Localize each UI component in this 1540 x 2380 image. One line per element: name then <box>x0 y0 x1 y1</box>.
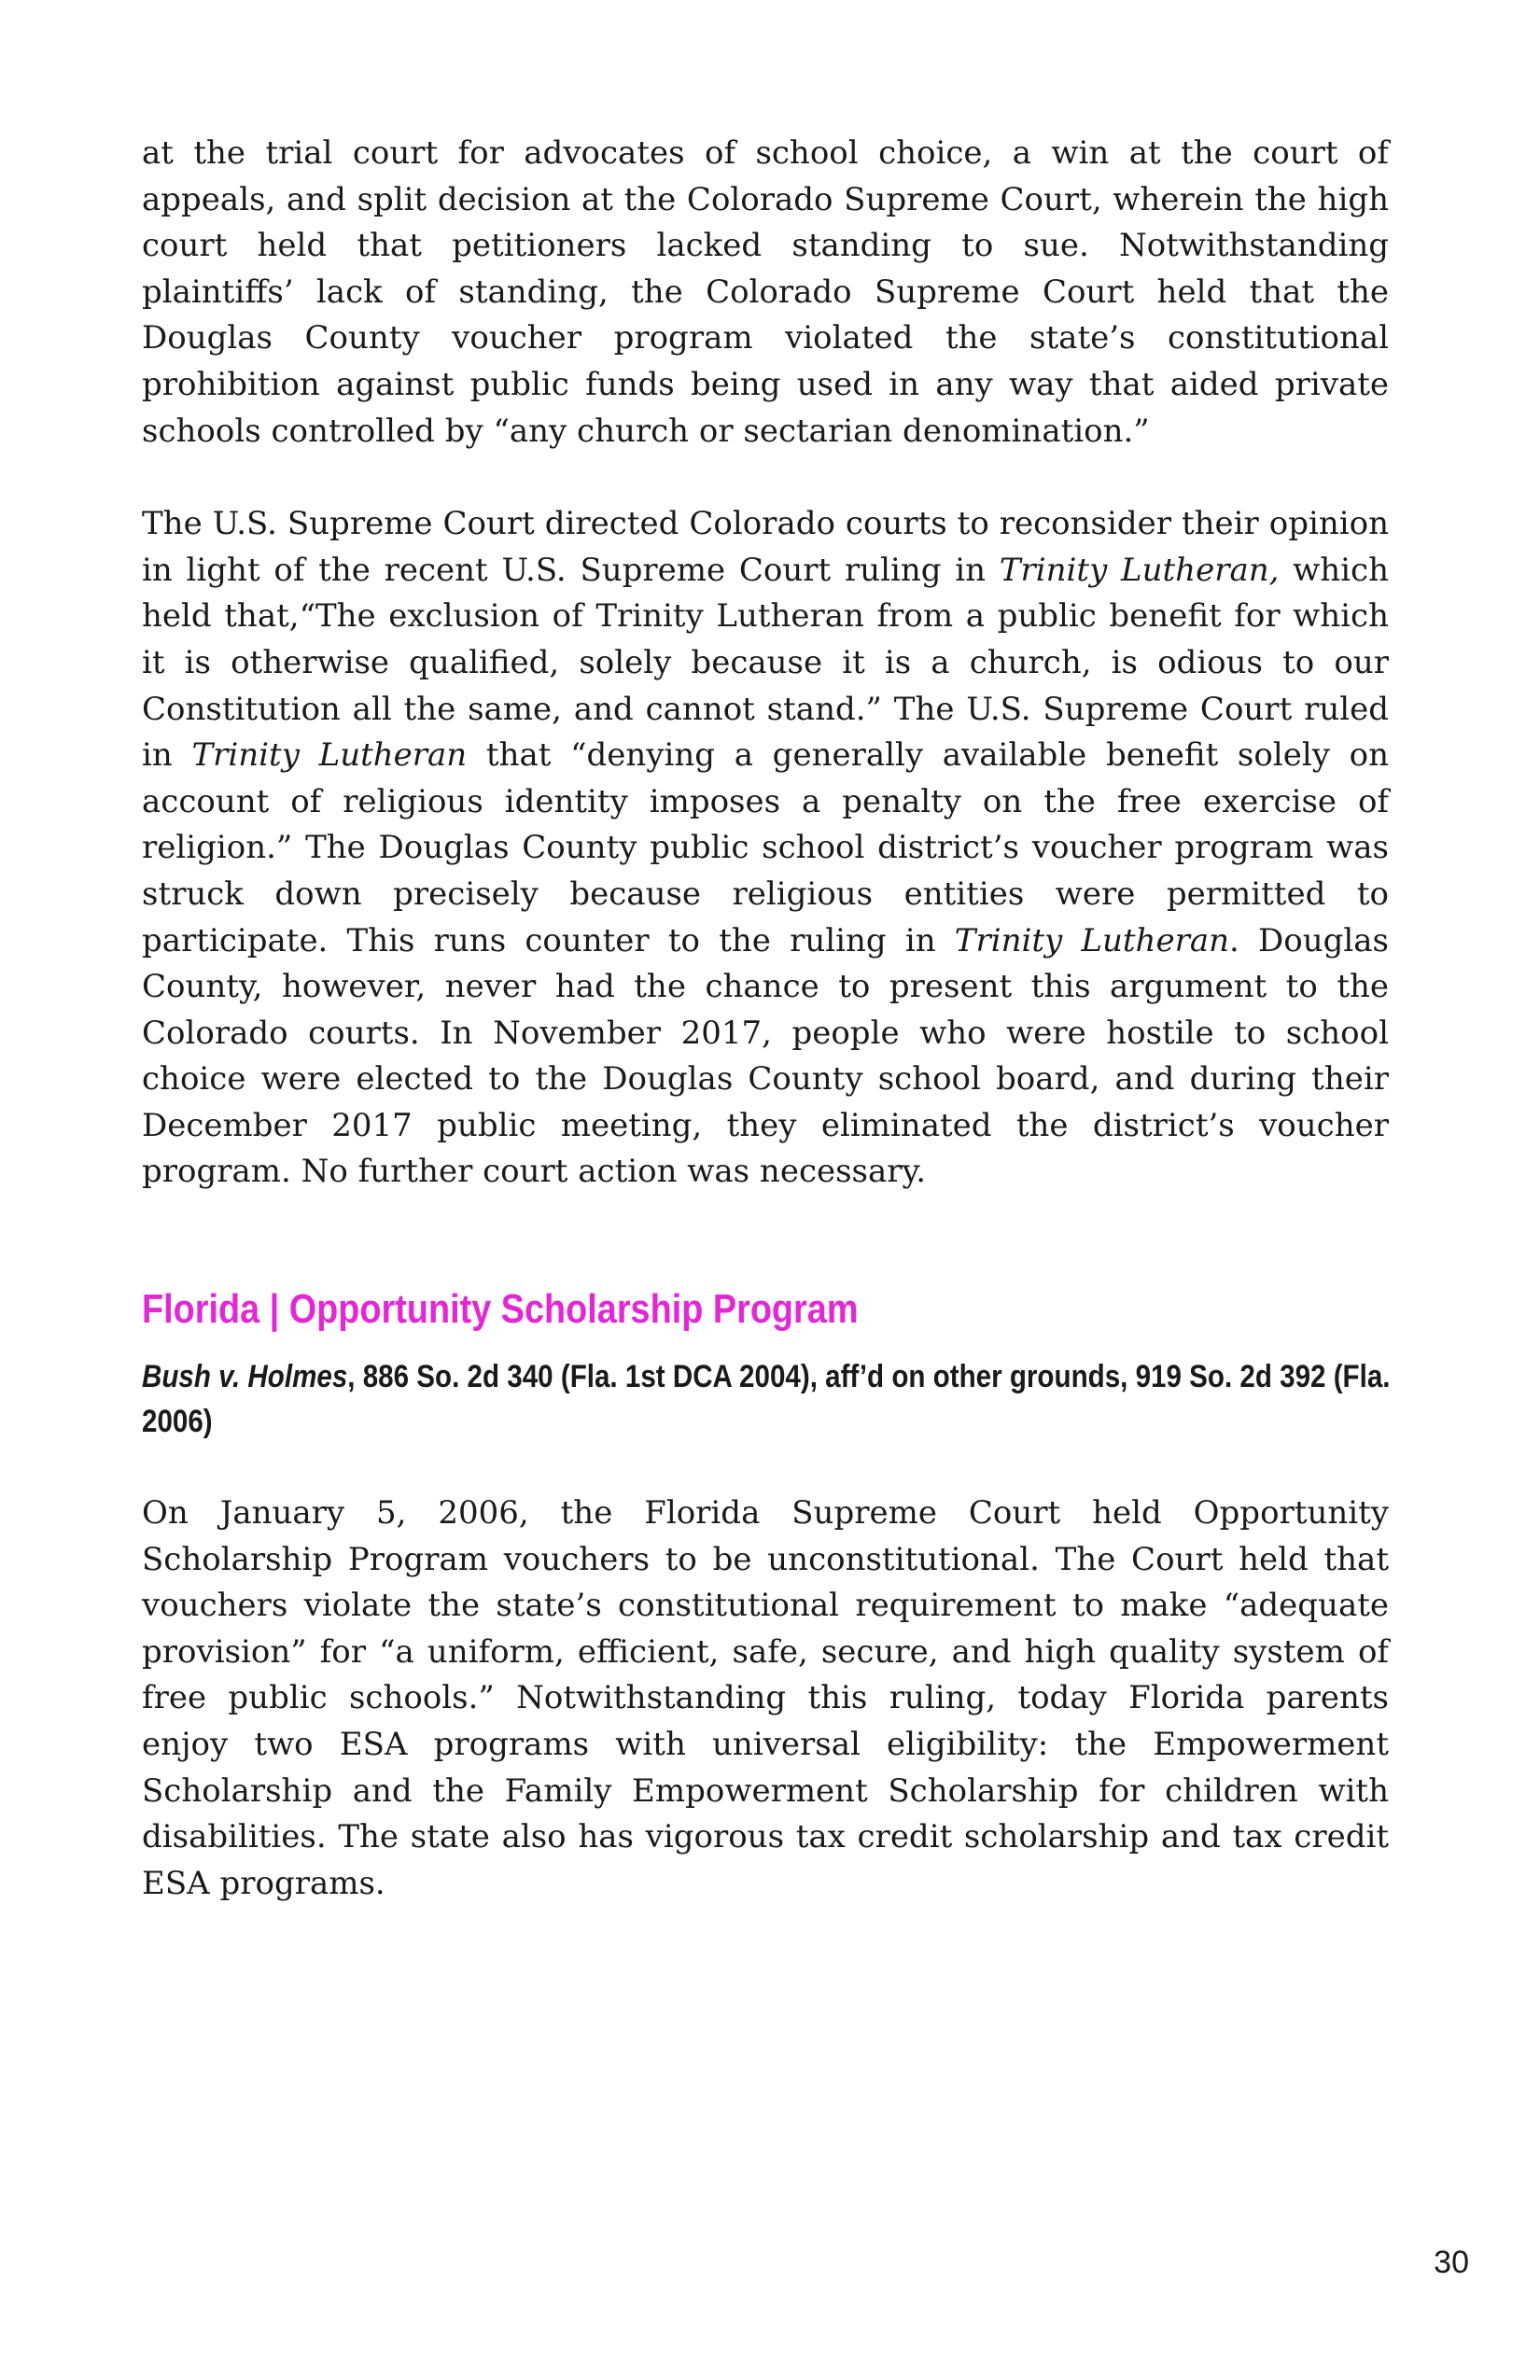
text-segment: . Douglas County, however, never had the chance to present this argument to the Colorado courts. In November 2017, people who were hostile to school choice were elected to the Douglas County school board, and during their December 2017 public meeting, they eliminated the district’s voucher program. No further court action was necessary. <box>142 921 1389 1191</box>
section-heading: Florida | Opportunity Scholarship Program <box>142 1286 859 1333</box>
text-segment: that “denying a generally available benefit solely on account of religious identity imposes a penalty on the free exercise of religion.” The Douglas County public school district’s voucher program was struck down precisely because religious entities were permitted to participate. This runs counter to the ruling in <box>142 736 1389 959</box>
spacer <box>142 1444 1389 1491</box>
case-citation <box>142 1354 1393 1444</box>
paragraph-trinity-lutheran <box>142 501 1389 1196</box>
case-name-italic: Trinity Lutheran <box>191 736 468 775</box>
text-segment: The U.S. Supreme Court directed Colorado courts to reconsider their opinion in light of the recent U.S. Supreme Court ruling in <box>142 505 1389 589</box>
page-number: 30 <box>1434 2245 1469 2280</box>
paragraph-florida: On January 5, 2006, the Florida Supreme Court held Opportunity Scholarship Program vouchers to be unconstitutional. The Court held that vouchers violate the state’s constitutional requirement to make “adequate provision” for “a uniform, efficient, safe, secure, and high quality system of free public schools.” Notwithstanding this ruling, today Florida parents enjoy two ESA programs with universal eligibility: the Empowerment Scholarship and the Family Empowerment Scholarship for children with disabilities. The state also has vigorous tax credit scholarship and tax credit ESA programs. <box>142 1494 1389 1902</box>
citation-case-name: Bush v. Holmes <box>142 1359 348 1395</box>
citation-details: , 886 So. 2d 340 (Fla. 1st DCA 2004), aff’d on other grounds, 919 So. 2d 392 (Fla. 2006) <box>142 1359 1391 1440</box>
spacer <box>142 455 1389 501</box>
page-body <box>142 131 1389 1907</box>
paragraph-colorado-trial: at the trial court for advocates of school choice, a win at the court of appeals, and split decision at the Colorado Supreme Court, wherein the high court held that petitioners lacked standing to sue. Notwithstanding plaintiffs’ lack of standing, the Colorado Supreme Court held that the Douglas County voucher program violated the state’s constitutional prohibition against public funds being used in any way that aided private schools controlled by “any church or sectarian denomination.” <box>142 134 1389 450</box>
case-name-italic: Trinity Lutheran <box>954 921 1229 959</box>
spacer <box>142 1196 1389 1283</box>
text-segment: which held that,“The exclusion of Trinity Lutheran from a public benefit for which it is otherwise qualified, solely because it is a church, is odious to our Constitution all the same, and cannot stand.” The U.S. Supreme Court ruled in <box>142 551 1389 775</box>
case-name-italic: Trinity Lutheran, <box>999 551 1280 589</box>
